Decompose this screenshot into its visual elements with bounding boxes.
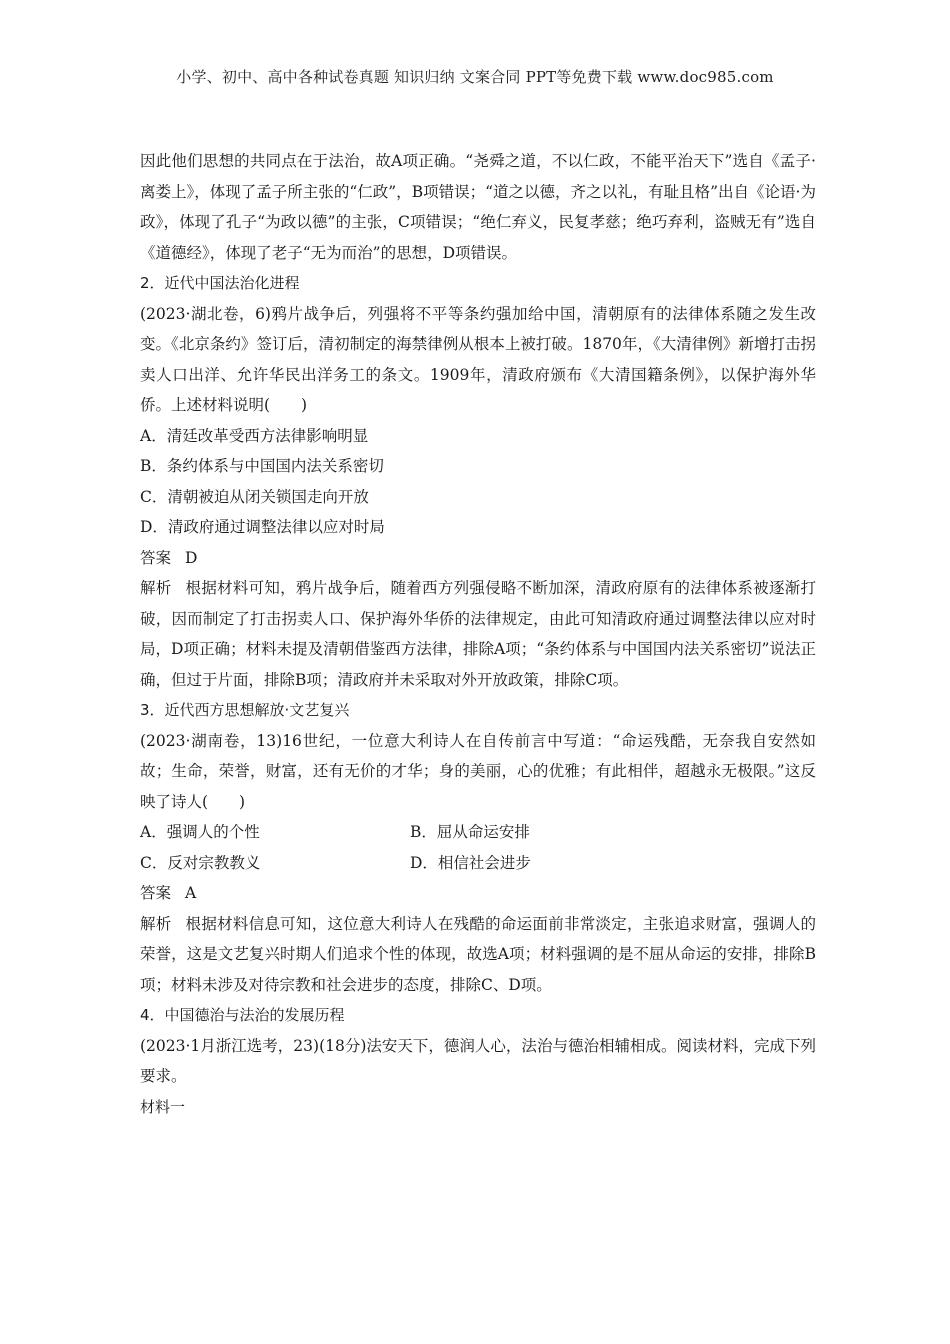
analysis-label: 解析 <box>140 579 172 597</box>
section-3-option-b: B．屈从命运安排 <box>410 823 530 841</box>
section-3-option-c: C．反对宗教教义 <box>140 853 261 872</box>
section-2-option-b: B．条约体系与中国国内法关系密切 <box>140 457 384 475</box>
section-3-question: (2023·湖南卷，13)16世纪，一位意大利诗人在自传前言中写道：“命运残酷，无奈我自安然如故；生命，荣誉，财富，还有无价的才华；身的美丽，心的优雅；有此相伴，超越永无极限。”这反映了诗人( ) <box>140 731 816 811</box>
section-3-answer <box>140 878 816 909</box>
answer-label: 答案 <box>140 548 172 567</box>
section-4-question: (2023·1月浙江选考，23)(18分)法安天下，德润人心，法治与德治相辅相成。阅读材料，完成下列要求。 <box>140 1036 816 1085</box>
section-3-option-d: D．相信社会进步 <box>410 853 531 872</box>
answer-value: D <box>185 548 198 567</box>
section-2-option-a: A．清廷改革受西方法律影响明显 <box>140 426 369 445</box>
section-2-option-c: C．清朝被迫从闭关锁国走向开放 <box>140 487 369 506</box>
intro-paragraph: 因此他们思想的共同点在于法治，故A项正确。“尧舜之道，不以仁政，不能平治天下”选自《孟子·离娄上》，体现了孟子所主张的“仁政”，B项错误；“道之以德，齐之以礼，有耻且格”出自《论语·为政》，体现了孔子“为政以德”的主张，C项错误；“绝仁弃义，民复孝慈；绝巧弃利，盗贼无有”选自《道德经》，体现了老子“无为而治”的思想，D项错误。 <box>140 152 816 262</box>
section-3-analysis <box>140 909 816 1001</box>
analysis-label: 解析 <box>140 914 172 933</box>
section-3-option-a: A．强调人的个性 <box>140 823 260 841</box>
page-header: 小学、初中、高中各种试卷真题 知识归纳 文案合同 PPT等免费下载 www.doc985.com <box>176 68 774 86</box>
section-2-question: (2023·湖北卷，6)鸦片战争后，列强将不平等条约强加给中国，清朝原有的法律体系随之发生改变。《北京条约》签订后，清初制定的海禁律例从根本上被打破。1870年，《大清律例》新增打击拐卖人口出洋、允许华民出洋务工的条文。1909年，清政府颁布《大清国籍条例》，以保护海外华侨。上述材料说明( ) <box>140 304 816 414</box>
section-4-material-label: 材料一 <box>140 1097 186 1116</box>
document-body <box>140 146 816 1122</box>
section-3-options-row-2 <box>140 848 816 879</box>
section-2-heading: 2．近代中国法治化进程 <box>140 274 300 292</box>
section-3-options-row-1 <box>140 817 816 848</box>
analysis-text: 根据材料信息可知，这位意大利诗人在残酷的命运面前非常淡定，主张追求财富，强调人的荣誉，这是文艺复兴时期人们追求个性的体现，故选A项；材料强调的是不屈从命运的安排，排除B项；材料未涉及对待宗教和社会进步的态度，排除C、D项。 <box>140 914 816 994</box>
section-2-answer <box>140 543 816 574</box>
section-2-analysis <box>140 573 816 695</box>
analysis-text: 根据材料可知，鸦片战争后，随着西方列强侵略不断加深，清政府原有的法律体系被逐渐打破，因而制定了打击拐卖人口、保护海外华侨的法律规定，由此可知清政府通过调整法律以应对时局，D项正确；材料未提及清朝借鉴西方法律，排除A项；“条约体系与中国国内法关系密切”说法正确，但过于片面，排除B项；清政府并未采取对外开放政策，排除C项。 <box>140 579 816 689</box>
section-3-heading: 3．近代西方思想解放·文艺复兴 <box>140 701 350 719</box>
section-4-heading: 4．中国德治与法治的发展历程 <box>140 1006 345 1024</box>
section-2-option-d: D．清政府通过调整法律以应对时局 <box>140 518 385 536</box>
answer-label: 答案 <box>140 884 172 902</box>
answer-value: A <box>185 884 197 902</box>
